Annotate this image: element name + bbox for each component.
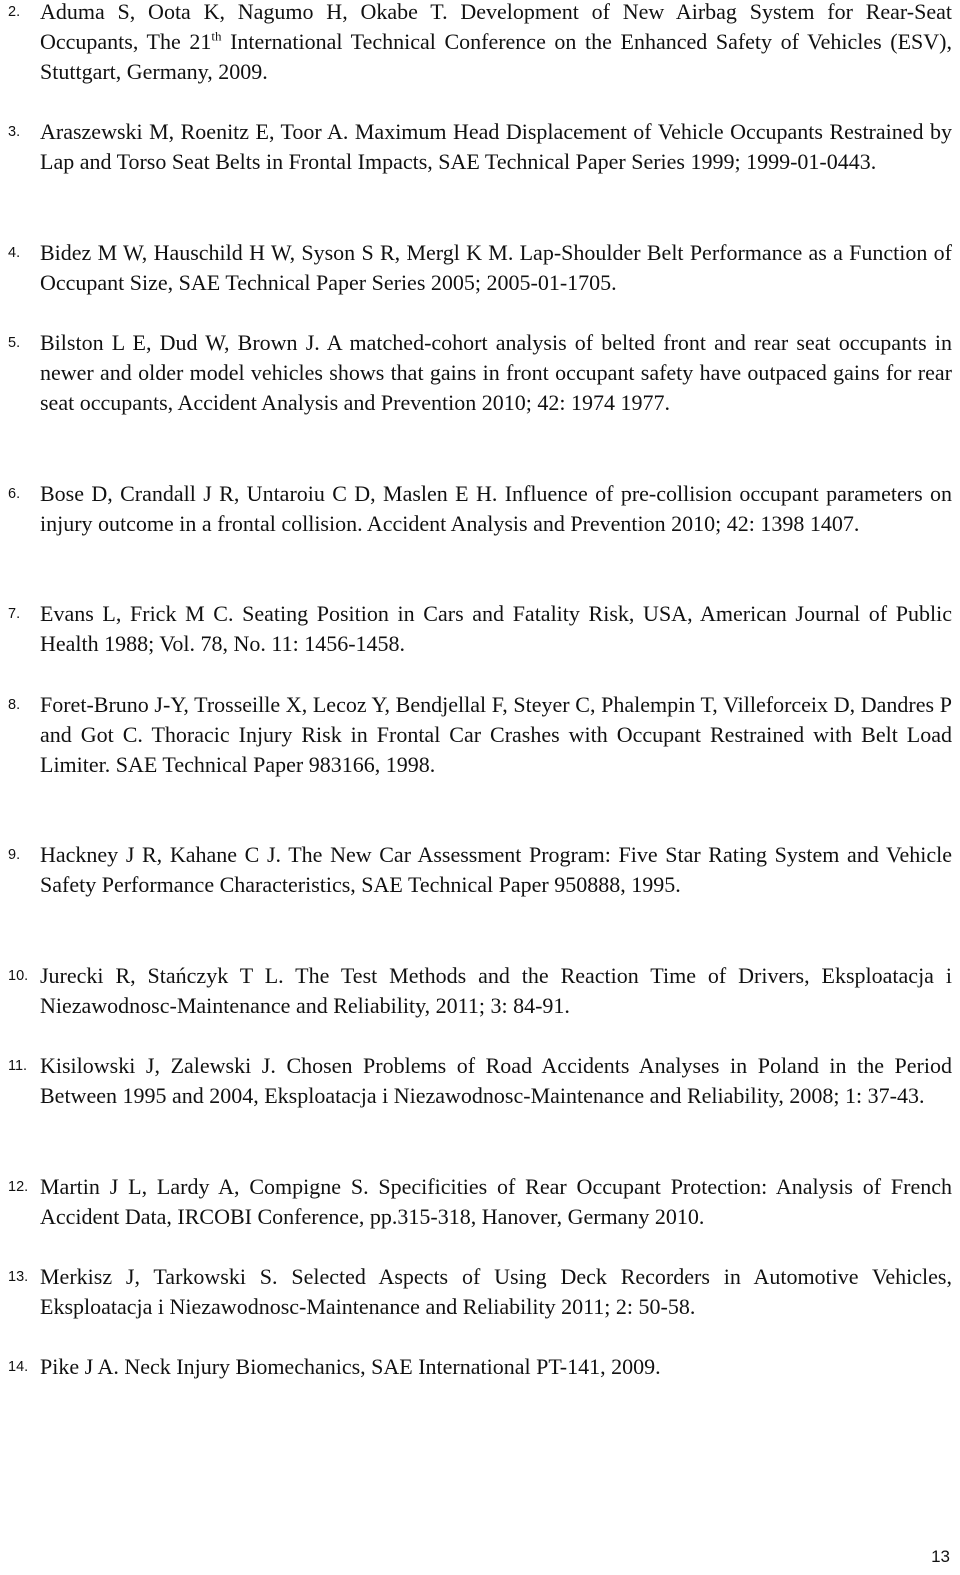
reference-text: Bilston L E, Dud W, Brown J. A matched-cohort analysis of belted front and rear seat occupants in newer and older model vehicles shows that gains in front occupant safety have outpaced gains for rear seat occupants, Accident Analysis and Prevention 2010; 42: 1974 1977. bbox=[40, 330, 952, 415]
reference-text: Kisilowski J, Zalewski J. Chosen Problems of Road Accidents Analyses in Poland in the Period Between 1995 and 2004, Eksploatacja i Niezawodnosc-Maintenance and Reliability, 2008; 1: 37-43. bbox=[40, 1053, 952, 1108]
reference-text: Pike J A. Neck Injury Biomechanics, SAE International PT-141, 2009. bbox=[40, 1354, 661, 1379]
reference-superscript: th bbox=[211, 28, 222, 44]
reference-number: 13. bbox=[8, 1269, 29, 1285]
reference-text-part: International Technical Conference on the Enhanced Safety of Vehicles (ESV), Stuttgart, Germany, 2009. bbox=[40, 29, 952, 84]
reference-text: Martin J L, Lardy A, Compigne S. Specificities of Rear Occupant Protection: Analysis of French Accident Data, IRCOBI Conference, pp.315-318, Hanover, Germany 2010. bbox=[40, 1174, 952, 1229]
reference-text: Hackney J R, Kahane C J. The New Car Assessment Program: Five Star Rating System and Vehicle Safety Performance Characteristics, SAE Technical Paper 950888, 1995. bbox=[40, 842, 952, 897]
reference-number: 14. bbox=[8, 1359, 29, 1375]
reference-text: Merkisz J, Tarkowski S. Selected Aspects of Using Deck Recorders in Automotive Vehicles, Eksploatacja i Niezawodnosc-Maintenance and Reliability 2011; 2: 50-58. bbox=[40, 1264, 952, 1319]
reference-number: 5. bbox=[8, 335, 21, 351]
reference-number: 3. bbox=[8, 124, 21, 140]
reference-number: 4. bbox=[8, 245, 21, 261]
reference-text: Evans L, Frick M C. Seating Position in Cars and Fatality Risk, USA, American Journal of Public Health 1988; Vol. 78, No. 11: 1456-1458. bbox=[40, 601, 952, 656]
reference-text bbox=[40, 0, 952, 87]
reference-number: 6. bbox=[8, 486, 21, 502]
reference-text: Bose D, Crandall J R, Untaroiu C D, Maslen E H. Influence of pre-collision occupant parameters on injury outcome in a frontal collision. Accident Analysis and Prevention 2010; 42: 1398 1407. bbox=[40, 481, 952, 536]
reference-text: Bidez M W, Hauschild H W, Syson S R, Mergl K M. Lap-Shoulder Belt Performance as a Function of Occupant Size, SAE Technical Paper Series 2005; 2005-01-1705. bbox=[40, 240, 952, 295]
reference-number: 10. bbox=[8, 968, 29, 984]
reference-number: 12. bbox=[8, 1179, 29, 1195]
page-number: 13 bbox=[931, 1547, 950, 1566]
reference-text: Foret-Bruno J-Y, Trosseille X, Lecoz Y, Bendjellal F, Steyer C, Phalempin T, Villeforceix D, Dandres P and Got C. Thoracic Injury Risk in Frontal Car Crashes with Occupant Restrained with Belt Load Limiter. SAE Technical Paper 983166, 1998. bbox=[40, 692, 952, 777]
reference-number: 2. bbox=[8, 4, 21, 20]
reference-text: Jurecki R, Stańczyk T L. The Test Methods and the Reaction Time of Drivers, Eksploatacja i Niezawodnosc-Maintenance and Reliability, 2011; 3: 84-91. bbox=[40, 963, 952, 1018]
reference-number: 8. bbox=[8, 697, 21, 713]
reference-text: Araszewski M, Roenitz E, Toor A. Maximum Head Displacement of Vehicle Occupants Restrained by Lap and Torso Seat Belts in Frontal Impacts, SAE Technical Paper Series 1999; 1999-01-0443. bbox=[40, 119, 952, 174]
reference-number: 11. bbox=[8, 1058, 28, 1074]
reference-number: 9. bbox=[8, 847, 21, 863]
reference-number: 7. bbox=[8, 606, 21, 622]
reference-text-part: Aduma S, Oota K, Nagumo H, Okabe T. Development of New Airbag System for Rear-Seat Occupants, The 21 bbox=[40, 0, 952, 54]
